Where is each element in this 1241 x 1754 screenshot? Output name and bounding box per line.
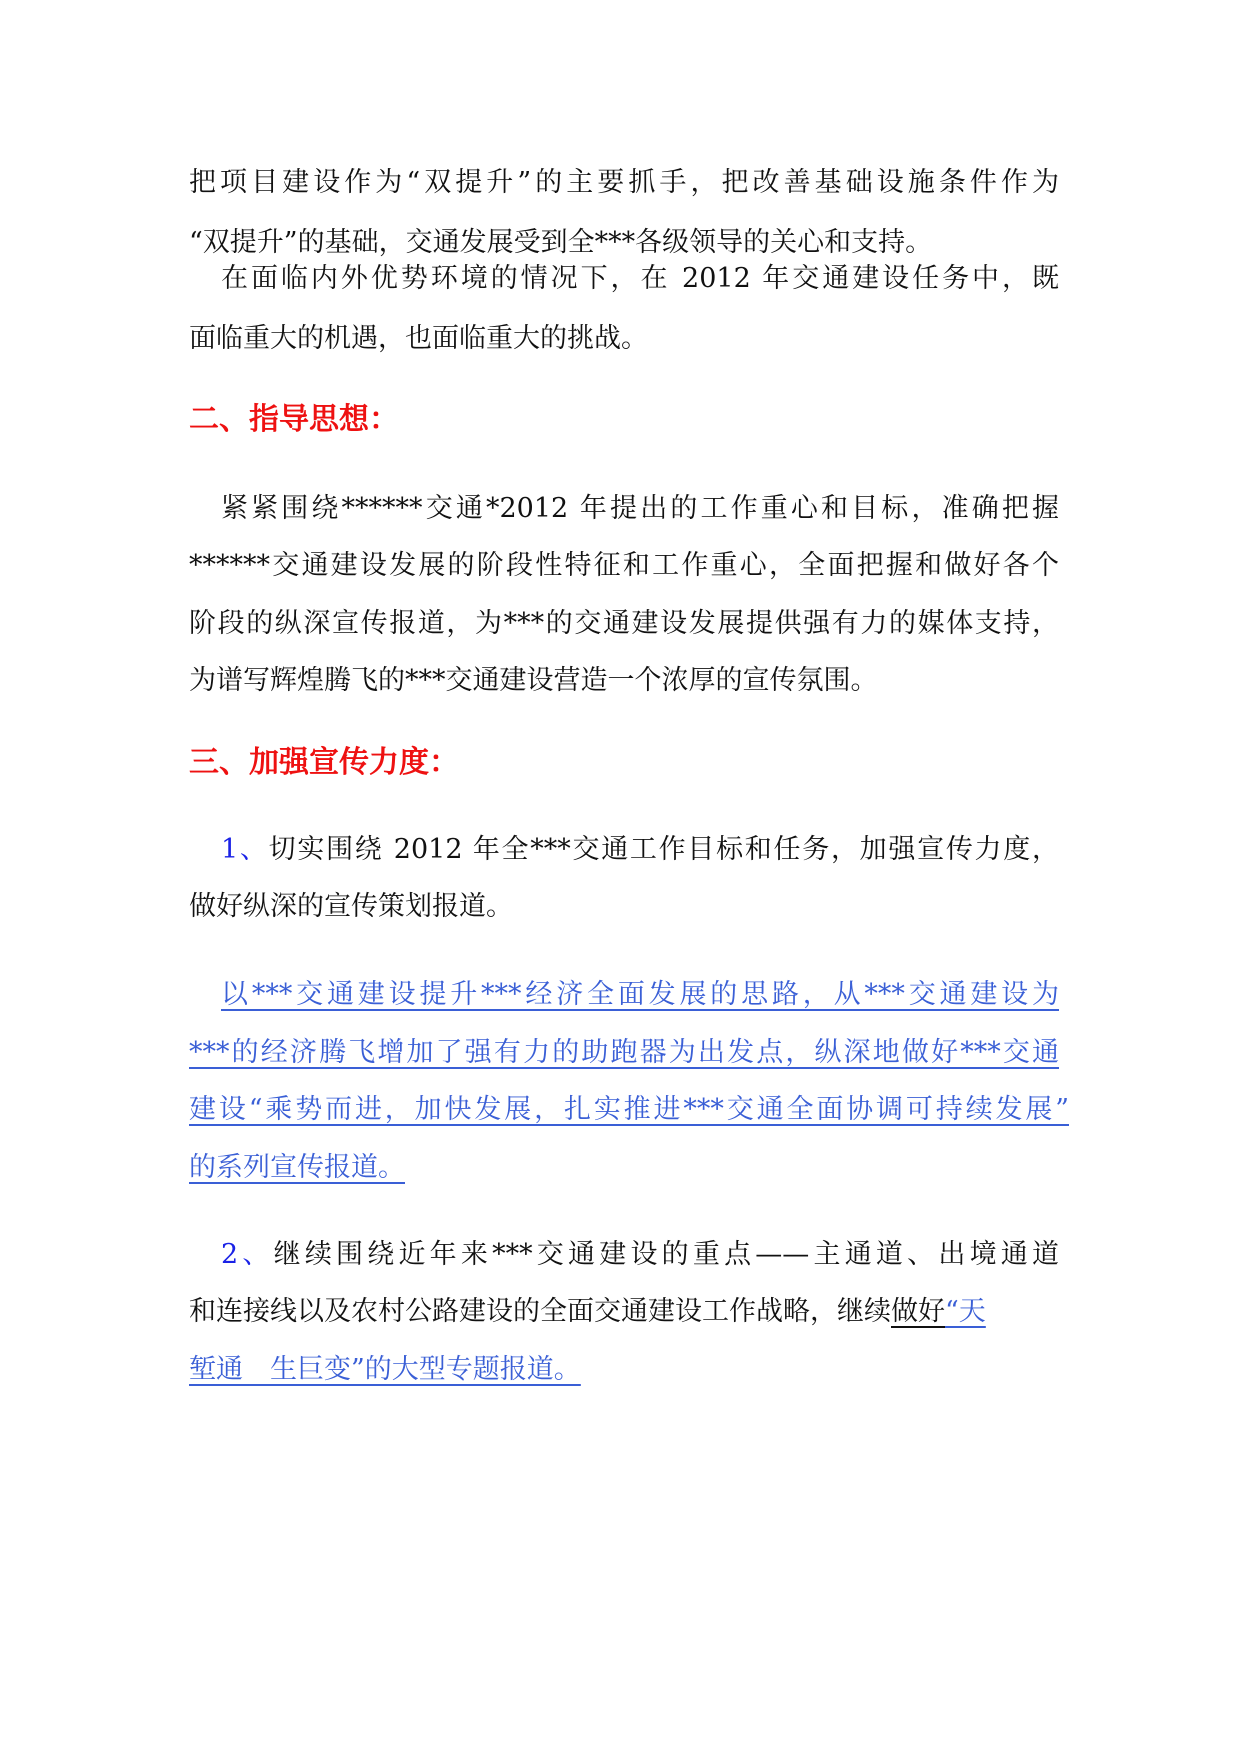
intro-line-2: “双提升”的基础，交通发展受到全***各级领导的关心和支持。 xyxy=(189,227,933,258)
link-paragraph-line-4[interactable]: 的系列宣传报道。 xyxy=(189,1152,405,1183)
item-1-text: 切实围绕 2012 年全***交通工作目标和任务，加强宣传力度， xyxy=(268,834,1059,865)
link-paragraph-line-1[interactable]: 以***交通建设提升***经济全面发展的思路，从***交通建设为 xyxy=(221,979,1059,1010)
section-heading-strengthen-publicity: 三、加强宣传力度： xyxy=(189,745,459,780)
link-paragraph-line-2[interactable]: ***的经济腾飞增加了强有力的助跑器为出发点，纵深地做好***交通 xyxy=(189,1037,1059,1068)
section2-line-4: 为谱写辉煌腾飞的***交通建设营造一个浓厚的宣传氛围。 xyxy=(189,665,878,696)
section2-line-1: 紧紧围绕******交通*2012 年提出的工作重心和目标，准确把握 xyxy=(221,493,1059,524)
intro-line-3: 在面临内外优势环境的情况下，在 2012 年交通建设任务中，既 xyxy=(221,263,1059,294)
link-paragraph-line-3[interactable]: 建设“乘势而进，加快发展，扎实推进***交通全面协调可持续发展” xyxy=(189,1094,1069,1125)
item-1-line-2: 做好纵深的宣传策划报道。 xyxy=(189,891,513,922)
item-1-number: 1、 xyxy=(221,834,269,865)
item-2-line-2-link[interactable]: “天 xyxy=(945,1296,986,1327)
section2-line-2: ******交通建设发展的阶段性特征和工作重心，全面把握和做好各个 xyxy=(189,550,1059,581)
item-1-line-1 xyxy=(221,830,1059,870)
item-2-line-2 xyxy=(189,1292,1059,1332)
item-2-line-2-plain: 和连接线以及农村公路建设的全面交通建设工作战略，继续 xyxy=(189,1296,891,1327)
item-2-line-1 xyxy=(221,1235,1059,1275)
section2-line-3: 阶段的纵深宣传报道，为***的交通建设发展提供强有力的媒体支持， xyxy=(189,608,1059,639)
section-heading-guiding-thought: 二、指导思想： xyxy=(189,402,399,437)
item-2-text: 继续围绕近年来***交通建设的重点——主通道、出境通道 xyxy=(273,1239,1059,1270)
item-2-number: 2、 xyxy=(221,1239,274,1270)
intro-line-1: 把项目建设作为“双提升”的主要抓手，把改善基础设施条件作为 xyxy=(189,167,1059,198)
intro-line-4: 面临重大的机遇，也面临重大的挑战。 xyxy=(189,323,648,354)
item-2-line-3-link[interactable]: 堑通 生巨变”的大型专题报道。 xyxy=(189,1354,581,1385)
item-2-line-2-underlined: 做好 xyxy=(891,1296,945,1327)
